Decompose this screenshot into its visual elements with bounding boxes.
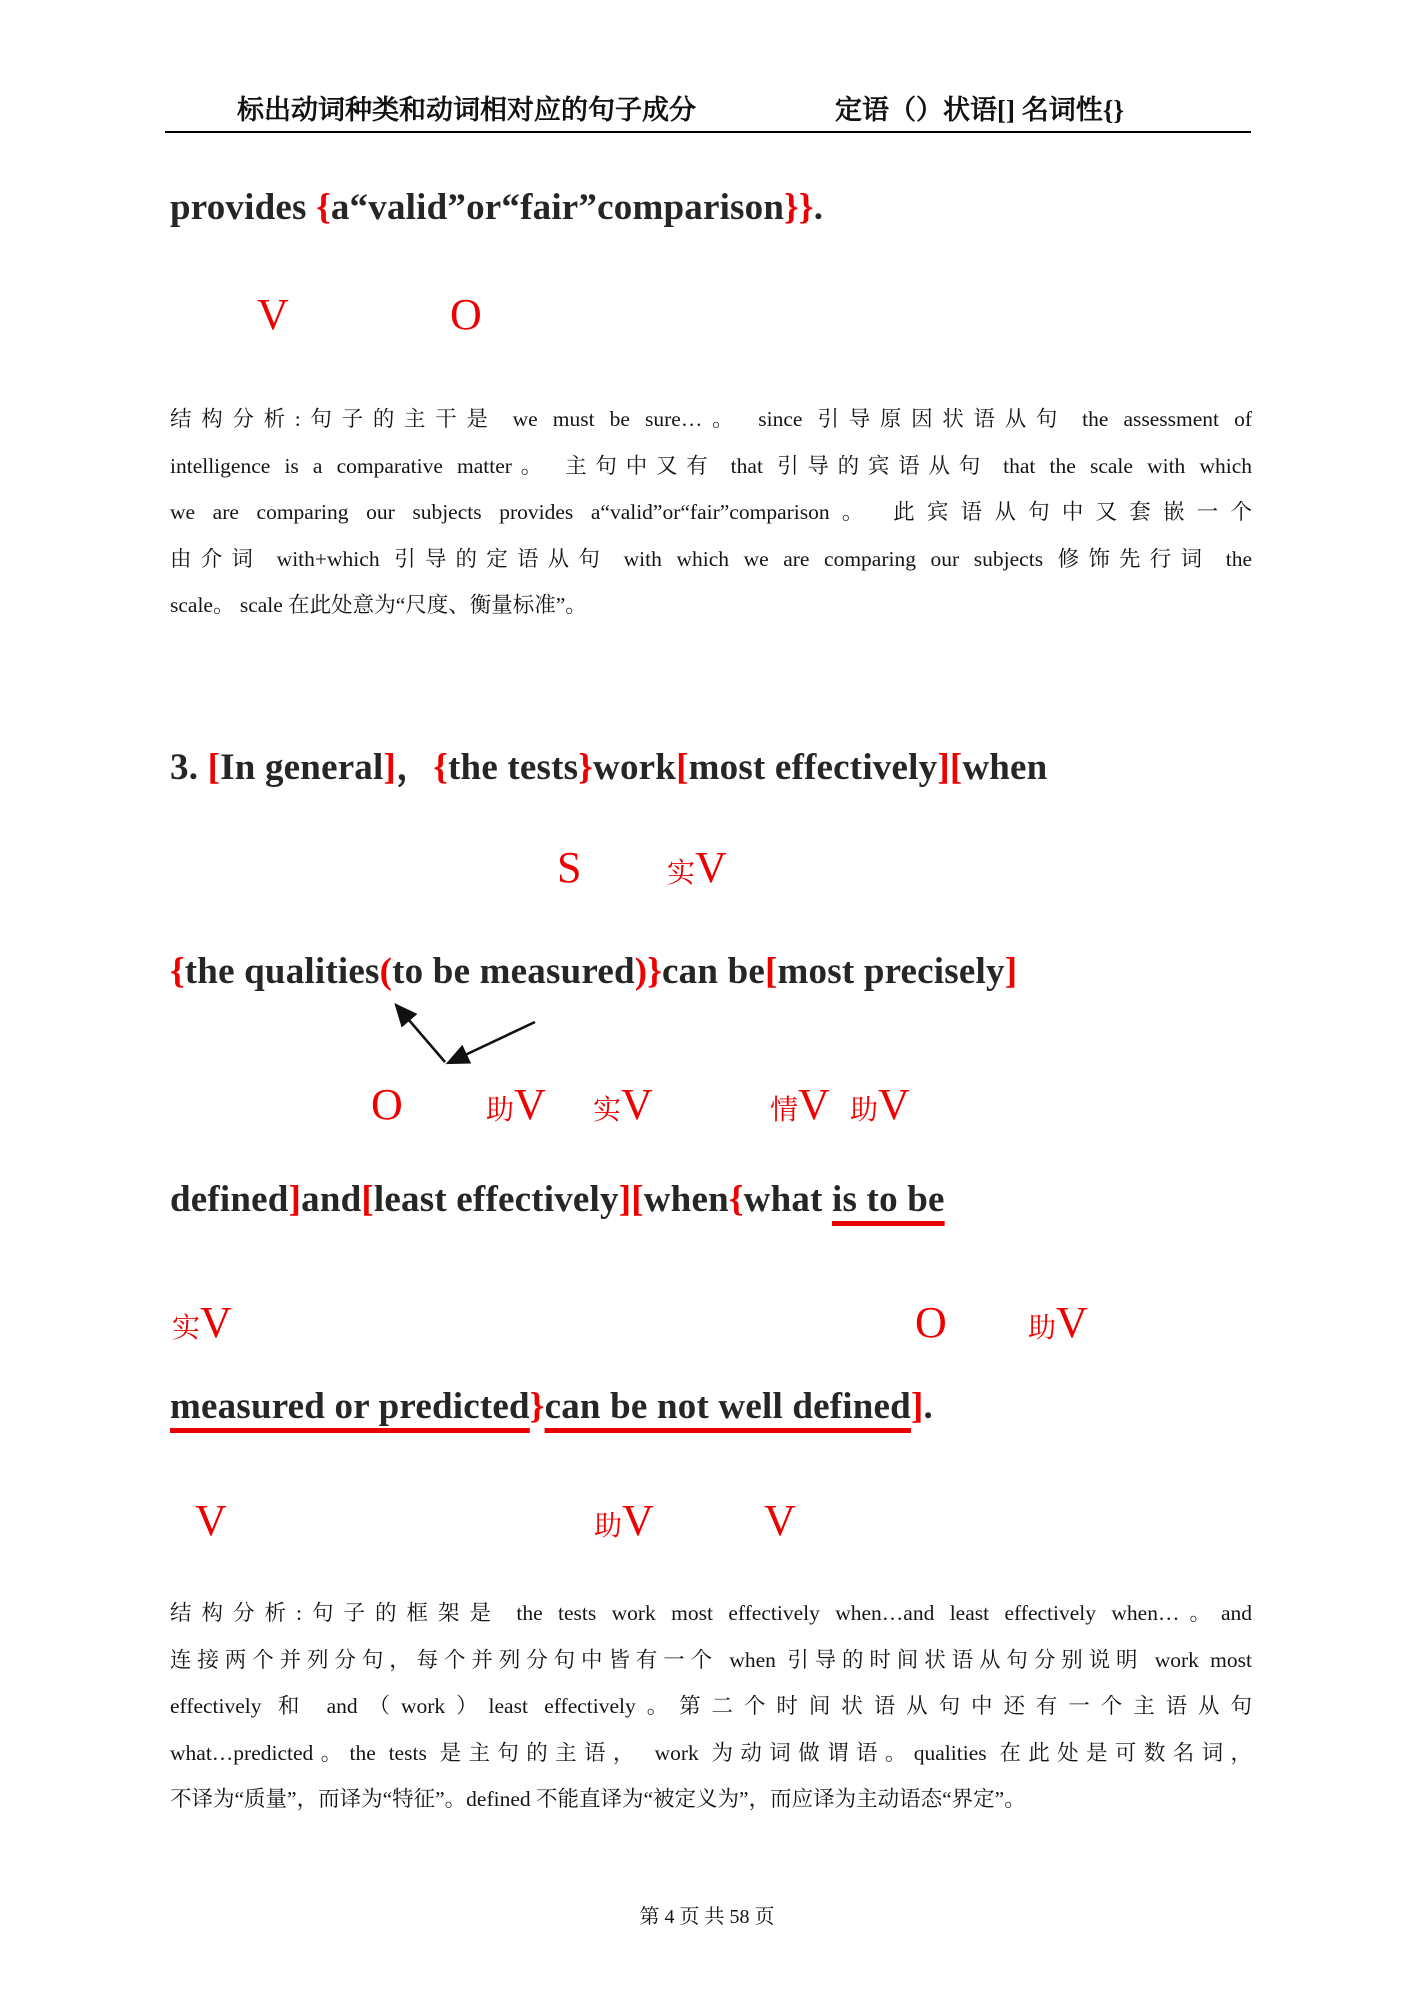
analysis-line: 连接两个并列分句，每个并列分句中皆有一个 when 引导的时间状语从句分别说明 work most bbox=[170, 1647, 1252, 1672]
analysis-line: we are comparing our subjects provides a“valid”or“fair”comparison。 此宾语从句中又套嵌一个 bbox=[170, 500, 1252, 524]
grammar-label-row-o bbox=[170, 1082, 1320, 1134]
label-zhu-v: 助V bbox=[486, 1080, 546, 1129]
label-o: O bbox=[371, 1080, 403, 1129]
label-shi-v: 实V bbox=[667, 843, 727, 892]
label-o: O bbox=[450, 290, 482, 339]
analysis-line: what…predicted。the tests 是主句的主语， work 为动词做谓语。qualities 在此处是可数名词， bbox=[170, 1740, 1252, 1765]
analysis-line: intelligence is a comparative matter。 主句中又有 that 引导的宾语从句 that the scale with which bbox=[170, 453, 1252, 478]
modifier-arrow-icon bbox=[378, 996, 550, 1072]
sentence-3-line-4: measured or predicted}can be not well defined]. bbox=[170, 1386, 933, 1427]
grammar-label-row-s bbox=[170, 845, 1320, 897]
analysis-line: 结构分析:句子的主干是 we must be sure…。 since 引导原因状语从句 the assessment of bbox=[170, 407, 1252, 431]
sentence-3-line-2: {the qualities(to be measured)}can be[most precisely] bbox=[170, 951, 1018, 992]
grammar-label-row-sv bbox=[170, 1300, 1320, 1352]
label-qing-v: 情V bbox=[770, 1080, 830, 1129]
grammar-label-row-vo bbox=[170, 292, 1320, 344]
sentence-3-heading-line: 3. [In general]，{the tests}work[most effectively][when bbox=[170, 747, 1048, 788]
label-v: V bbox=[257, 290, 289, 339]
footer-page-number: 第 4 页 共 58 页 bbox=[639, 1906, 775, 1928]
label-zhu-v: 助V bbox=[850, 1080, 910, 1129]
analysis-line: 结构分析:句子的框架是 the tests work most effectively when…and least effectively when…。and bbox=[170, 1601, 1252, 1625]
label-shi-v: 实V bbox=[593, 1080, 653, 1129]
analysis-line: 由介词 with+which 引导的定语从句 with which we are comparing our subjects 修饰先行词 the bbox=[170, 546, 1252, 571]
sentence-provides-line: provides {a“valid”or“fair”comparison}}. bbox=[170, 187, 824, 228]
label-zhu-v: 助V bbox=[594, 1496, 654, 1545]
header-right-legend: 定语（）状语[] 名词性{} bbox=[835, 95, 1125, 125]
analysis-line: scale。 scale 在此处意为“尺度、衡量标准”。 bbox=[170, 593, 587, 617]
analysis-line: 不译为“质量”，而译为“特征”。defined 不能直译为“被定义为”，而应译为主动语态“界定”。 bbox=[170, 1787, 1026, 1811]
grammar-label-row-v3 bbox=[170, 1498, 1320, 1550]
label-s: S bbox=[557, 843, 582, 892]
label-shi-v: 实V bbox=[172, 1298, 232, 1347]
label-v: V bbox=[195, 1496, 227, 1545]
header-divider bbox=[165, 131, 1251, 133]
label-zhu-v: 助V bbox=[1028, 1298, 1088, 1347]
sentence-3-line-3: defined]and[least effectively][when{what is to be bbox=[170, 1179, 945, 1220]
analysis-paragraph-2 bbox=[170, 396, 1252, 629]
label-v: V bbox=[764, 1496, 796, 1545]
analysis-line: effectively 和 and（work）least effectively。第二个时间状语从句中还有一个主语从句 bbox=[170, 1694, 1252, 1718]
analysis-paragraph-3 bbox=[170, 1590, 1252, 1823]
header-left-title: 标出动词种类和动词相对应的句子成分 bbox=[237, 95, 696, 125]
label-o: O bbox=[915, 1298, 947, 1347]
